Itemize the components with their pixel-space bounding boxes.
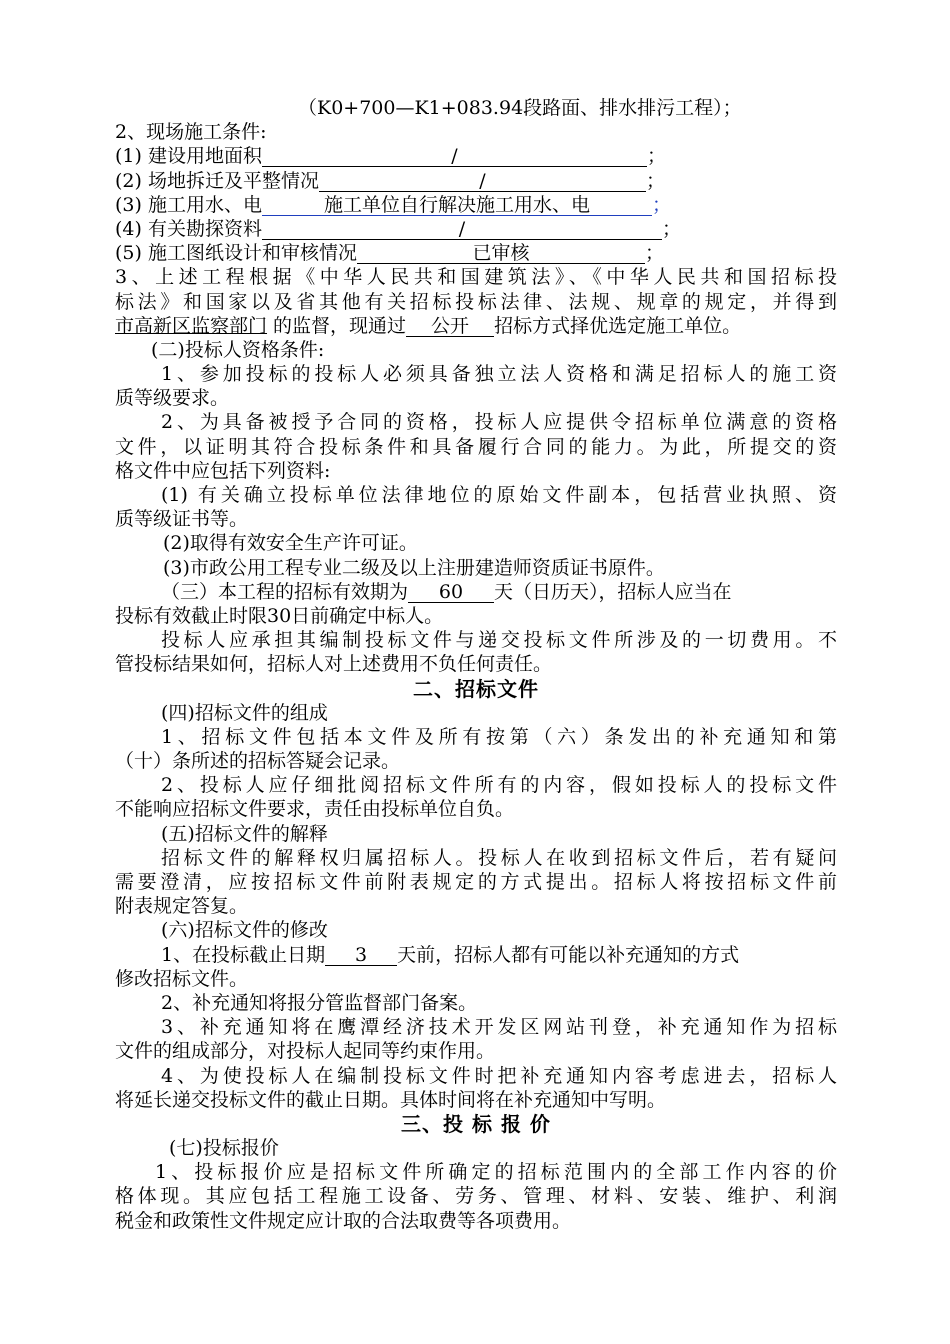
- paragraph-line: 文件的组成部分，对投标人起同等约束作用。: [115, 1040, 496, 1063]
- scope-line: （K0+700—K1+083.94段路面、排水排污工程）；: [298, 97, 742, 119]
- paragraph-line: 格文件中应包括下列资料:: [115, 459, 331, 482]
- site-item-1: (1) 建设用地面积 / ；: [115, 145, 666, 168]
- paragraph-line: 2、补充通知将报分管监督部门备案。: [161, 991, 478, 1014]
- law-paragraph-line: 标法》和国家以及省其他有关招标投标法律、法规、规章的规定，并得到: [115, 290, 837, 313]
- site-conditions-title: 2、现场施工条件:: [115, 121, 267, 144]
- paragraph-line: 文件，以证明其符合投标条件和具备履行合同的能力。为此，所提交的资: [115, 435, 837, 458]
- blank-field: /: [319, 171, 646, 192]
- paragraph-line: 4、为使投标人在编制投标文件时把补充通知内容考虑进去，招标人: [161, 1064, 837, 1087]
- paragraph-line: (2)取得有效安全生产许可证。: [163, 532, 418, 555]
- blank-field: 已审核: [357, 243, 645, 264]
- paragraph-line: 管投标结果如何，招标人对上述费用不负任何责任。: [115, 653, 553, 676]
- section-title: (四)招标文件的组成: [161, 701, 328, 724]
- paragraph-line: 不能响应招标文件要求，责任由投标单位自负。: [115, 798, 515, 821]
- paragraph-line: 质等级证书等。: [115, 508, 249, 531]
- section-title: (七)投标报价: [169, 1137, 279, 1160]
- section-heading-2: 二、招标文件: [413, 676, 539, 701]
- supervisor-name: 市高新区监察部门: [115, 314, 268, 337]
- law-paragraph-line: 市高新区监察部门 的监督，现通过 公开 招标方式择优选定施工单位。: [115, 314, 742, 337]
- paragraph-line: 1、投标报价应是招标文件所确定的招标范围内的全部工作内容的价: [155, 1161, 837, 1184]
- deadline-days: 3: [325, 945, 397, 966]
- paragraph-line: 投标人应承担其编制投标文件与递交投标文件所涉及的一切费用。不: [161, 629, 837, 652]
- paragraph-line: 1、参加投标的投标人必须具备独立法人资格和满足招标人的施工资: [161, 363, 837, 386]
- bidding-method: 公开: [406, 316, 494, 337]
- document-page: [115, 96, 837, 1233]
- paragraph-line: 1、招标文件包括本文件及所有按第（六）条发出的补充通知和第: [161, 725, 837, 748]
- paragraph-line: 附表规定答复。: [115, 895, 249, 918]
- site-item-5: (5) 施工图纸设计和审核情况 已审核 ；: [115, 242, 664, 265]
- paragraph-line: 将延长递交投标文件的截止日期。具体时间将在补充通知中写明。: [115, 1088, 667, 1111]
- paragraph-line: 税金和政策性文件规定应计取的合法取费等各项费用。: [115, 1209, 572, 1232]
- section-heading-3: 三、投 标 报 价: [401, 1111, 551, 1136]
- paragraph-line: 招标文件的解释权归属招标人。投标人在收到招标文件后，若有疑问: [161, 846, 837, 869]
- paragraph-line: 投标有效截止时限30日前确定中标人。: [115, 604, 444, 627]
- section-title: (六)招标文件的修改: [161, 919, 328, 942]
- paragraph-line: (1) 有关确立投标单位法律地位的原始文件副本，包括营业执照、资: [161, 484, 837, 506]
- paragraph-line: 3、补充通知将在鹰潭经济技术开发区网站刊登，补充通知作为招标: [161, 1016, 837, 1039]
- site-item-4: (4) 有关勘探资料 / ；: [115, 217, 681, 240]
- site-item-2: (2) 场地拆迁及平整情况 / ；: [115, 169, 665, 192]
- paragraph-line: 质等级要求。: [115, 387, 230, 410]
- paragraph-line: 2、投标人应仔细批阅招标文件所有的内容，假如投标人的投标文件: [161, 774, 837, 797]
- paragraph-line: 修改招标文件。: [115, 967, 249, 990]
- blank-field: /: [262, 146, 647, 167]
- blank-field: 施工单位自行解决施工用水、电: [262, 195, 652, 216]
- blank-field: /: [262, 219, 662, 240]
- validity-line: （三）本工程的招标有效期为 60 天（日历天），招标人应当在: [161, 580, 732, 603]
- paragraph-line: （十）条所述的招标答疑会记录。: [115, 750, 401, 773]
- paragraph-line: 2、为具备被授予合同的资格，投标人应提供令招标单位满意的资格: [161, 411, 837, 434]
- paragraph-line: 格体现。其应包括工程施工设备、劳务、管理、材料、安装、维护、利润: [115, 1185, 837, 1208]
- paragraph-line: (3)市政公用工程专业二级及以上注册建造师资质证书原件。: [163, 556, 665, 579]
- section-title: (五)招标文件的解释: [161, 822, 328, 845]
- law-paragraph-line: 3、上述工程根据《中华人民共和国建筑法》、《中华人民共和国招标投: [115, 266, 837, 289]
- paragraph-line: 1、在投标截止日期 3 天前，招标人都有可能以补充通知的方式: [161, 943, 740, 966]
- site-item-3: (3) 施工用水、电 施工单位自行解决施工用水、电 ；: [115, 193, 671, 216]
- validity-days: 60: [408, 582, 494, 603]
- paragraph-line: 需要澄清，应按招标文件前附表规定的方式提出。招标人将按招标文件前: [115, 871, 837, 893]
- section-title: (二)投标人资格条件:: [151, 338, 325, 361]
